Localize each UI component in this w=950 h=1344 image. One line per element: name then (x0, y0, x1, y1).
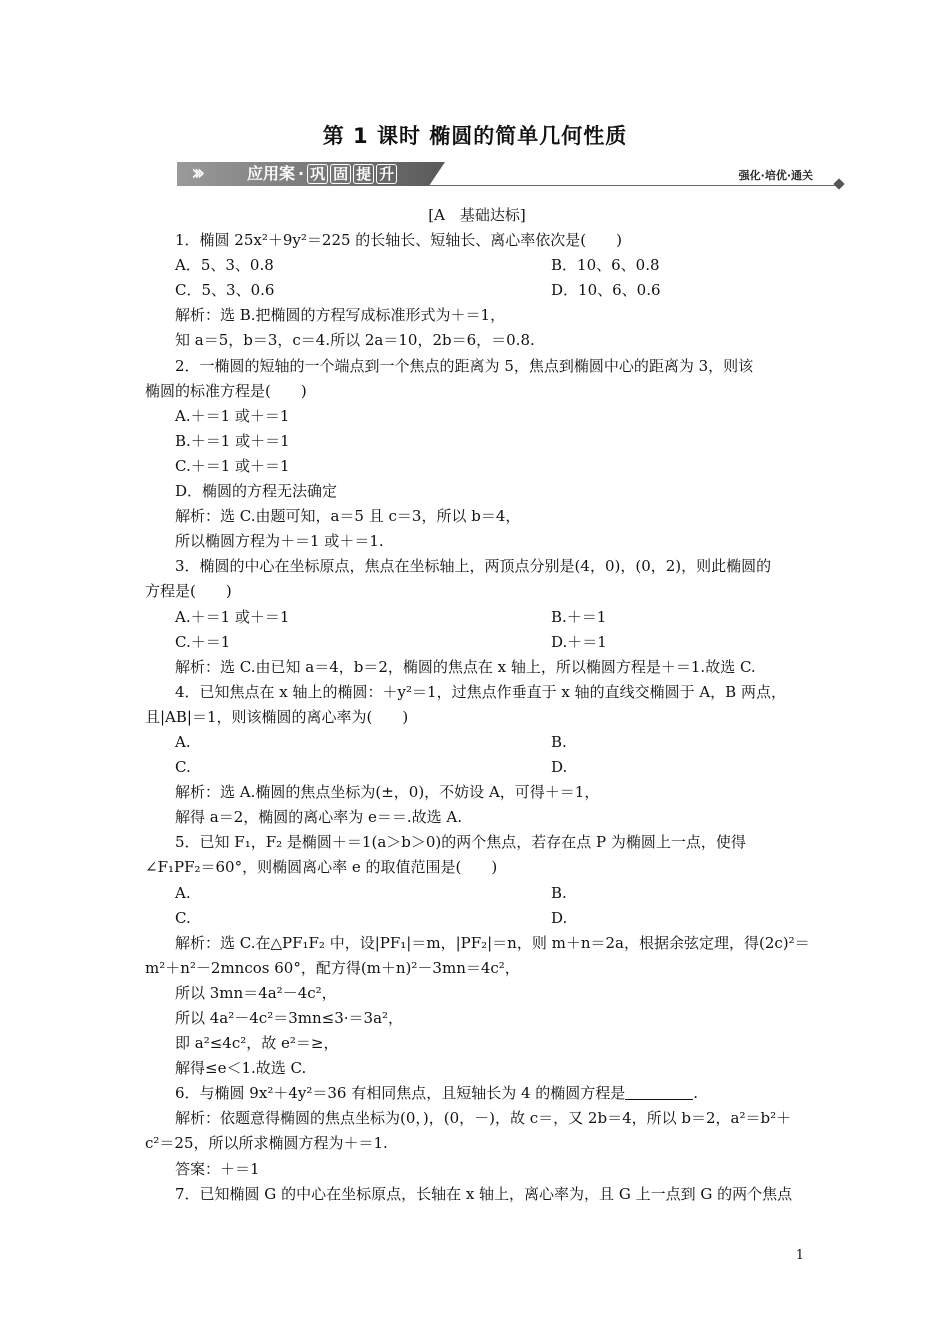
answer-blank (625, 1085, 693, 1100)
options-row (145, 755, 809, 780)
option-c: C. (175, 758, 191, 777)
solution-line: 解析：选 B.把椭圆的方程写成标准形式为＋＝1， (175, 306, 506, 325)
question-3-cont: 方程是( ) (145, 582, 232, 601)
banner-box-3: 提 (353, 164, 374, 184)
option-c: C. (175, 908, 191, 927)
question-2: 2．一椭圆的短轴的一个端点到一个焦点的距离为 5，焦点到椭圆中心的距离为 3，则该 (175, 356, 754, 375)
question-5: 5．已知 F₁，F₂ 是椭圆＋＝1(a＞b＞0)的两个焦点，若存在点 P 为椭圆上一点，使得 (175, 833, 746, 852)
question-3: 3．椭圆的中心在坐标原点，焦点在坐标轴上，两顶点分别是(4，0)，(0，2)，则此椭圆的 (175, 557, 772, 576)
banner-box-2: 固 (330, 164, 351, 184)
option-b: B. (551, 883, 567, 902)
question-6-end: . (693, 1084, 699, 1103)
option-b: B.＋＝1 (551, 607, 607, 626)
solution-line: 解析：选 C.由已知 a＝4，b＝2，椭圆的焦点在 x 轴上，所以椭圆方程是＋＝1.故选 C. (175, 657, 756, 676)
solution-line: 所以 4a²－4c²＝3mn≤3·＝3a²， (175, 1009, 404, 1027)
page-title: 第 1 课时 椭圆的简单几何性质 (322, 124, 628, 148)
option-d: D．10、6、0.6 (551, 281, 661, 300)
exercise-content (145, 203, 809, 1207)
option-b: B. (551, 732, 567, 751)
banner-tagline: 强化·培优·通关 (738, 169, 813, 182)
solution-line: 解析：选 C.由题可知，a＝5 且 c＝3，所以 b＝4， (175, 507, 521, 526)
solution-line: 所以 3mn＝4a²－4c²， (175, 983, 337, 1002)
options-row (145, 605, 809, 630)
question-6-text: 6．与椭圆 9x²＋4y²＝36 有相同焦点，且短轴长为 4 的椭圆方程是 (175, 1084, 626, 1103)
options-row (145, 730, 809, 755)
options-row (145, 253, 809, 278)
option-c: C．5、3、0.6 (175, 281, 275, 300)
banner-title (247, 162, 399, 186)
option-a: A.＋＝1 或＋＝1 (175, 406, 290, 425)
options-row (145, 906, 809, 931)
chevron-right-icon: ››› (191, 161, 200, 186)
solution-line: 解得≤e＜1.故选 C. (175, 1059, 307, 1078)
solution-line: c²＝25，所以所求椭圆方程为＋＝1. (145, 1134, 388, 1153)
option-a: A.＋＝1 或＋＝1 (175, 607, 290, 626)
banner-box-1: 巩 (307, 164, 328, 184)
banner-label: 应用案 (247, 164, 296, 183)
option-c: C.＋＝1 (175, 632, 231, 651)
solution-line: 所以椭圆方程为＋＝1 或＋＝1. (175, 532, 384, 551)
banner-dot: · (298, 164, 305, 183)
question-6 (145, 1081, 809, 1106)
solution-line: 解析：选 C.在△PF₁F₂ 中，设|PF₁|＝m，|PF₂|＝n，则 m＋n＝2a，根据余弦定理，得(2c)²＝ (175, 933, 810, 952)
option-b: B.＋＝1 或＋＝1 (175, 431, 290, 450)
banner-divider (427, 185, 842, 186)
diamond-icon (833, 178, 844, 189)
options-row (145, 278, 809, 303)
option-d: D. (551, 758, 568, 777)
answer-line: 答案：＋＝1 (175, 1159, 260, 1178)
question-4: 4．已知焦点在 x 轴上的椭圆：＋y²＝1，过焦点作垂直于 x 轴的直线交椭圆于 A，B 两点， (175, 682, 786, 701)
option-a: A．5、3、0.8 (175, 256, 274, 275)
option-d: D. (551, 908, 568, 927)
section-heading: [A 基础达标] (428, 206, 526, 224)
solution-line: 解析：选 A.椭圆的焦点坐标为(±，0)，不妨设 A，可得＋＝1， (175, 783, 600, 802)
option-a: A. (175, 732, 191, 751)
solution-line: m²＋n²－2mncos 60°，配方得(m＋n)²－3mn＝4c²， (145, 958, 520, 977)
question-7: 7．已知椭圆 G 的中心在坐标原点，长轴在 x 轴上，离心率为，且 G 上一点到 G 的两个焦点 (175, 1184, 793, 1203)
options-row (145, 881, 809, 906)
option-a: A. (175, 883, 191, 902)
question-5-cont: ∠F₁PF₂＝60°，则椭圆离心率 e 的取值范围是( ) (145, 858, 498, 877)
option-c: C.＋＝1 或＋＝1 (175, 456, 290, 475)
question-4-cont: 且|AB|＝1，则该椭圆的离心率为( ) (145, 707, 409, 726)
solution-line: 知 a＝5，b＝3，c＝4.所以 2a＝10，2b＝6，＝0.8. (175, 331, 535, 350)
section-banner (177, 162, 837, 186)
option-b: B．10、6、0.8 (551, 256, 660, 275)
page-number: 1 (795, 1248, 804, 1263)
solution-line: 即 a²≤4c²，故 e²＝≥， (175, 1034, 339, 1053)
solution-line: 解析：依题意得椭圆的焦点坐标为(0，)，(0，－)，故 c＝，又 2b＝4，所以 b＝2，a²＝b²＋ (175, 1109, 792, 1128)
banner-box-4: 升 (376, 164, 397, 184)
solution-line: 解得 a＝2，椭圆的离心率为 e＝＝.故选 A. (175, 808, 463, 827)
option-d: D．椭圆的方程无法确定 (175, 482, 338, 501)
options-row (145, 630, 809, 655)
question-1: 1．椭圆 25x²＋9y²＝225 的长轴长、短轴长、离心率依次是( ) (175, 231, 623, 250)
question-2-cont: 椭圆的标准方程是( ) (145, 381, 307, 400)
option-d: D.＋＝1 (551, 632, 607, 651)
